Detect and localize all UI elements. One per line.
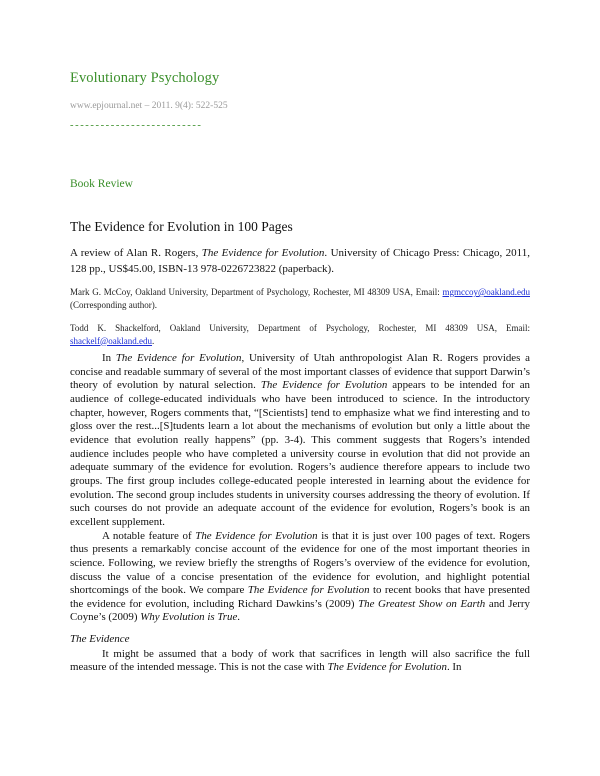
italic-text: The Evidence for Evolution (195, 529, 318, 542)
author-1-suffix: (Corresponding author). (70, 299, 157, 310)
article-body (70, 352, 530, 675)
paragraph-3 (70, 648, 530, 675)
italic-text: The Evidence for Evolution (327, 661, 447, 674)
review-details: . University of Chicago Press: Chicago, 2011, 128 pp., US$45.00, ISBN-13 978-0226723822 (paperback). (70, 247, 530, 275)
text-run: . (237, 611, 241, 624)
article-title: The Evidence for Evolution in 100 Pages (70, 219, 293, 234)
author-2 (70, 322, 530, 347)
text-run: A notable feature of (102, 529, 196, 542)
italic-text: The Evidence for Evolution (115, 352, 242, 364)
journal-name: Evolutionary Psychology (70, 70, 220, 86)
paragraph-2 (70, 530, 530, 626)
header-divider: -------------------------- (70, 120, 203, 131)
italic-text: The Evidence for Evolution (247, 584, 370, 597)
subheading-evidence: The Evidence (70, 633, 130, 646)
text-run: , University of Utah anthropologist Alan R. Rogers provides a concise and readable summary of several of the most important classes of evidence that support Darwin’s theory of evolution by natural selection. (70, 352, 530, 392)
text-run: In (102, 352, 116, 364)
author-1-affiliation: Mark G. McCoy, Oakland University, Department of Psychology, Rochester, MI 48309 USA, Email: (70, 287, 443, 297)
text-run: to recent books that have presented the evidence for evolution, including Richard Dawkins’s (2009) (70, 584, 530, 610)
author-1-email-link[interactable]: mgmccoy@oakland.edu (442, 287, 530, 297)
journal-meta: www.epjournal.net – 2011. 9(4): 522-525 (70, 101, 228, 111)
review-citation (70, 245, 530, 277)
text-run: appears to be intended for an audience of college-educated individuals who have been introduced to science. In the introductory chapter, however, Rogers comments that, “[Scientists] tend to emphasize what we find interesting and to gloss over the rest...[S]tudents learn a lot about the mechanisms of evolution but only a little about the evidence that evolution really happens” (pp. 3-4). This comment suggests that Rogers’s intended audience includes people who have completed a university course in evolution that did not provide an adequate summary of the evidence for evolution. Rogers’s audience therefore appears to include two groups. The first group includes college-educated people interested in learning about the evidence for evolution. The second group includes students in university courses addressing the theory of evolution. If such courses do not provide an adequate account of the evidence for evolution, Rogers’s book is an excellent supplement. (70, 379, 530, 528)
author-1 (70, 286, 530, 311)
text-run: It might be assumed that a body of work that sacrifices in length will also sacrifice the full measure of the intended message. This is not the case with (70, 647, 530, 674)
review-lead: A review of Alan R. Rogers, (70, 247, 202, 259)
author-2-affiliation: Todd K. Shackelford, Oakland University, Department of Psychology, Rochester, MI 48309 USA, Email: (70, 323, 530, 333)
italic-text: The Greatest Show on Earth (358, 597, 486, 610)
text-run: and Jerry Coyne’s (2009) (70, 597, 530, 624)
italic-text: The Evidence for Evolution (260, 379, 388, 392)
paragraph-1 (70, 352, 530, 530)
review-book-title: The Evidence for Evolution (201, 247, 325, 259)
section-label: Book Review (70, 178, 133, 190)
text-run: . In (446, 661, 462, 674)
author-2-suffix: . (152, 335, 155, 346)
text-run: is that it is just over 100 pages of text. Rogers thus presents a remarkably concise account of the evidence for one of the most important theories in science. Following, we review briefly the strengths of Rogers’s overview of the evidence for evolution, discuss the value of a concise presentation of the evidence for evolution, and highlight potential shortcomings of the book. We compare (70, 529, 530, 597)
author-2-email-link[interactable]: shackelf@oakland.edu (70, 335, 153, 346)
italic-text: Why Evolution is True (140, 611, 238, 624)
